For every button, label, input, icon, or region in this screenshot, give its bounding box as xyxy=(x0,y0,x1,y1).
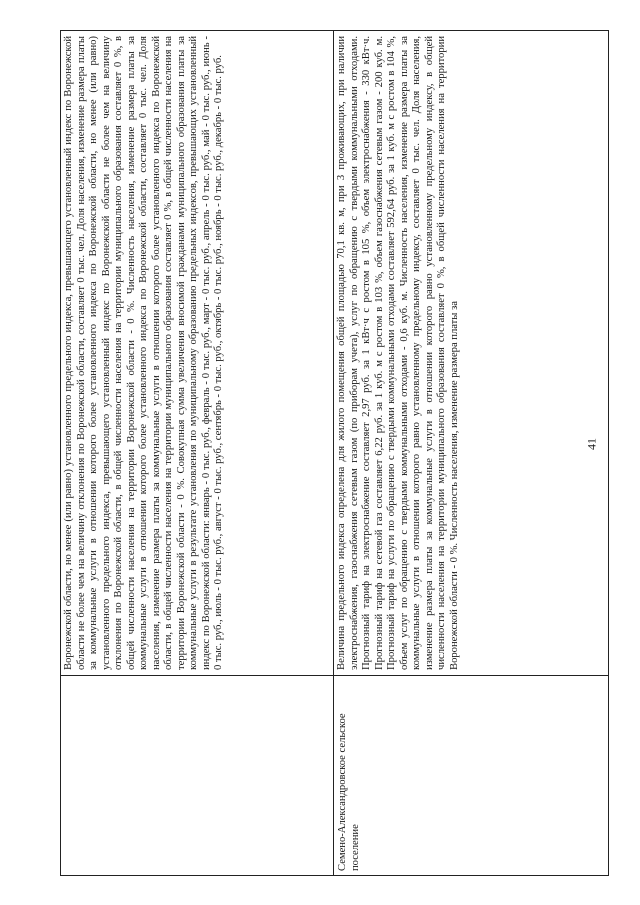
description-cell: Величина предельного индекса определена для жилого помещения общей площадью 70,1 кв. м, при 3 проживающих, при наличии электроснабжения, газоснабжения сетевым газом (по приборам учета), услуг по обращению с твердыми коммунальными отходами. Прогнозный тариф на электроснабжение составляет 2,97 руб. за 1 кВт·ч с ростом в 105 %, объем электроснабжения - 330 кВт·ч. Прогнозный тариф на сетевой газ составляет 6,22 руб. за 1 куб. м с ростом в 103 %, объем газоснабжения сетевым газом - 200 куб. м. Прогнозный тариф на услуги по обращению с твердыми коммунальными отходами составляет 592,64 руб. за 1 куб. м с ростом в 104 %, объем услуг по обращению с твердыми коммунальными отходами - 0,6 куб. м. Численность населения, изменение размера платы за коммунальные услуги в отношении которого равно установленному предельному индексу, составляет 0 тыс. чел. Доля населения, изменение размера платы за коммунальные услуги в отношении которого равно установленному предельному индексу, в общей численности населения на территории муниципального образования составляет 0 %, в общей численности населения на территории Воронежской области - 0 %. Численность населения, изменение размера платы за xyxy=(334,31,609,676)
table-row xyxy=(334,31,609,876)
settlement-name-cell xyxy=(61,676,334,876)
rotated-page-content xyxy=(60,31,608,876)
page-number: 41 xyxy=(584,438,599,450)
settlement-name-cell: Семено-Александровское сельское поселение xyxy=(334,676,609,876)
description-cell: Воронежской области, но менее (или равно) установленного предельного индекса, превышающего установленный индекс по Воронежской области не более чем на величину отклонения по Воронежской области, составляет 0 тыс. чел. Доля населения, изменение размера платы за коммунальные услуги в отношении которого более установленного индекса по Воронежской области, но менее (или равно) установленного предельного индекса, превышающего установленный индекс по Воронежской области не более чем на величину отклонения по Воронежской области, в общей численности населения на территории муниципального образования составляет 0 %, в общей численности населения на территории Воронежской области - 0 %. Численность населения, изменение размера платы за коммунальные услуги в отношении которого более установленного индекса по Воронежской области, составляет 0 тыс. чел. Доля населения, изменение размера платы за коммунальные услуги в отношении которого более установленного индекса по Воронежской области, в общей численности населения на территории муниципального образования составляет 0 %, в общей численности населения на территории Воронежской области - 0 %. Совокупная сумма увеличения вносимой гражданами муниципального образования платы за коммунальные услуги в результате установления по муниципальному образованию предельных индексов, превышающих установленный индекс по Воронежской области: январь - 0 тыс. руб., февраль - 0 тыс. руб., март - 0 тыс. руб., апрель - 0 тыс. руб., май - 0 тыс. руб., июнь - 0 тыс. руб., июль - 0 тыс. руб., август - 0 тыс. руб., сентябрь - 0 тыс. руб., октябрь - 0 тыс. руб., ноябрь - 0 тыс. руб., декабрь - 0 тыс. руб. xyxy=(61,31,334,676)
table-row xyxy=(61,31,334,876)
index-table xyxy=(60,30,609,876)
